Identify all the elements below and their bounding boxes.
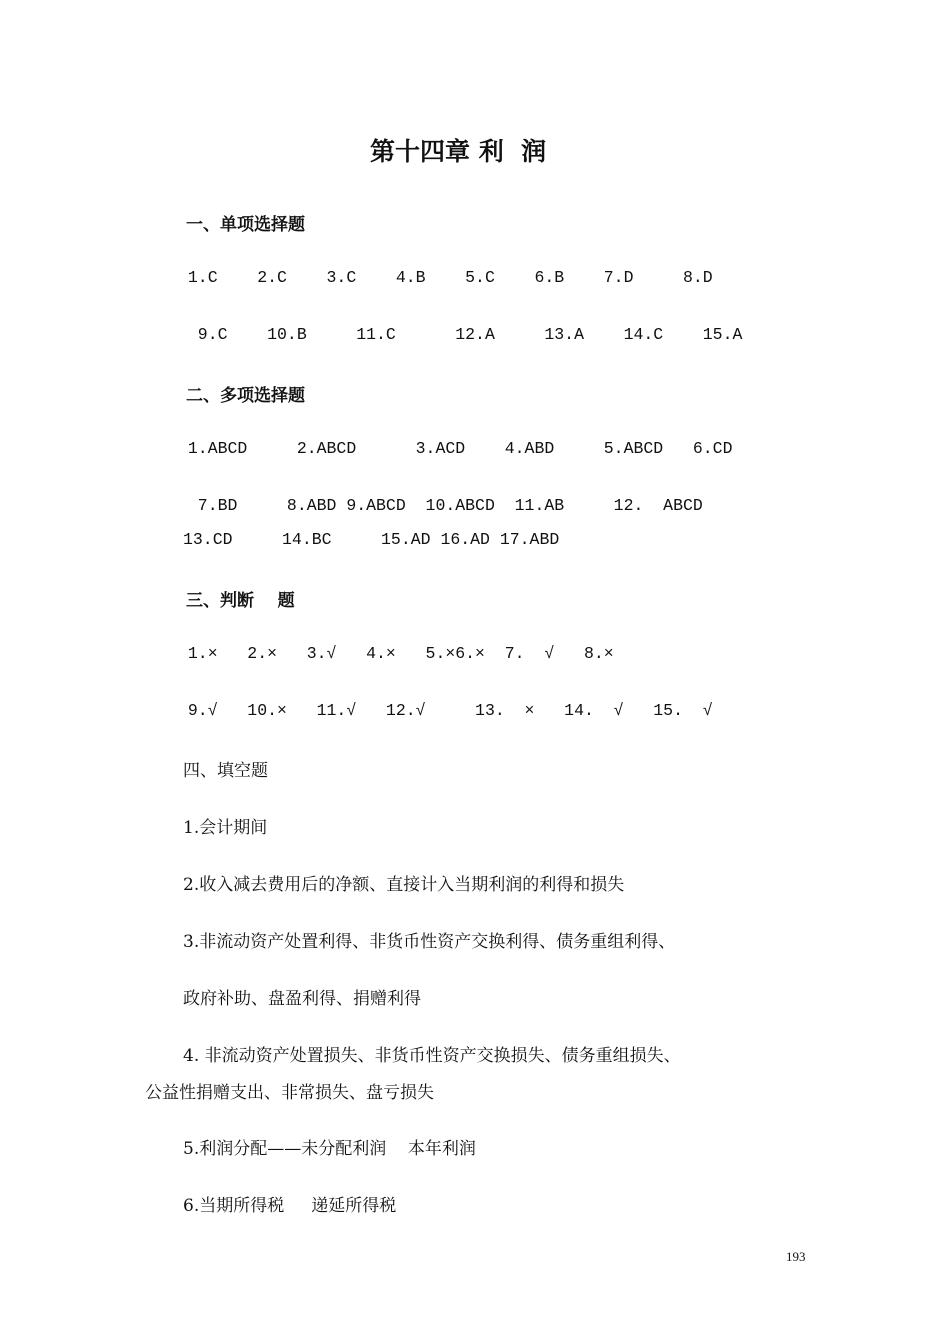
- answer-line: 1.C 2.C 3.C 4.B 5.C 6.B 7.D 8.D: [178, 268, 713, 287]
- section-heading-true-false: 三、判断 题: [186, 591, 295, 611]
- answer-line: 7.BD 8.ABD 9.ABCD 10.ABCD 11.AB 12. ABCD: [178, 496, 703, 515]
- fill-blank-item: 2.收入减去费用后的净额、直接计入当期利润的利得和损失: [183, 875, 625, 895]
- fill-blank-item: 3.非流动资产处置利得、非货币性资产交换利得、债务重组利得、: [183, 932, 676, 952]
- section-heading-fill-blank: 四、填空题: [183, 761, 268, 781]
- section-heading-single-choice: 一、单项选择题: [186, 215, 305, 235]
- page-number: 193: [786, 1249, 806, 1264]
- fill-blank-item: 公益性捐赠支出、非常损失、盘亏损失: [145, 1083, 434, 1103]
- answer-line: 1.ABCD 2.ABCD 3.ACD 4.ABD 5.ABCD 6.CD: [178, 439, 733, 458]
- fill-blank-item: 5.利润分配——未分配利润 本年利润: [183, 1139, 476, 1159]
- answer-line: 1.× 2.× 3.√ 4.× 5.×6.× 7. √ 8.×: [178, 644, 614, 663]
- answer-line: 9.C 10.B 11.C 12.A 13.A 14.C 15.A: [178, 325, 743, 344]
- fill-blank-item: 6.当期所得税 递延所得税: [183, 1196, 397, 1216]
- fill-blank-item: 1.会计期间: [183, 818, 268, 838]
- section-heading-multiple-choice: 二、多项选择题: [186, 386, 305, 406]
- fill-blank-item: 政府补助、盘盈利得、捐赠利得: [183, 989, 421, 1009]
- chapter-title: 第十四章 利 润: [370, 137, 547, 166]
- fill-blank-item: 4. 非流动资产处置损失、非货币性资产交换损失、债务重组损失、: [183, 1046, 681, 1066]
- answer-line: 13.CD 14.BC 15.AD 16.AD 17.ABD: [183, 530, 560, 549]
- answer-line: 9.√ 10.× 11.√ 12.√ 13. × 14. √ 15. √: [178, 701, 713, 720]
